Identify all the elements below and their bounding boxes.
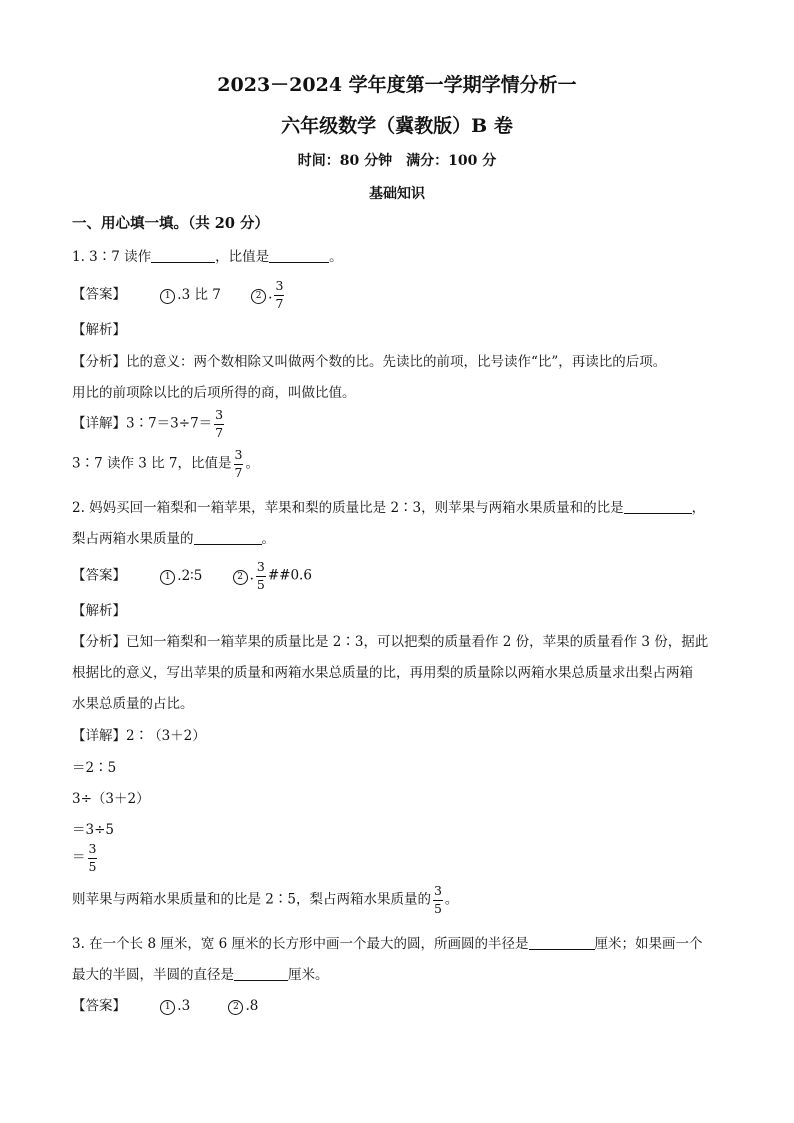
q2-step-4: ＝3÷5 bbox=[72, 822, 114, 838]
q1-stem-text: 1. 3∶7 读作 bbox=[72, 249, 152, 265]
q1-stem-end: 。 bbox=[329, 249, 343, 265]
q2-blank-2 bbox=[194, 530, 262, 545]
q2-conclusion-end: 。 bbox=[444, 891, 459, 908]
denominator: 5 bbox=[88, 858, 97, 874]
exam-title: 2023－2024 学年度第一学期学情分析一 bbox=[217, 74, 577, 96]
q2-stem-line-2 bbox=[72, 527, 275, 547]
section-heading: 基础知识 bbox=[369, 186, 425, 202]
q2-step-2: ＝2∶5 bbox=[72, 760, 117, 776]
detail-tag: 【详解】 bbox=[72, 728, 126, 744]
numerator: 3 bbox=[234, 449, 244, 465]
q1-answer bbox=[72, 280, 286, 310]
q2-analysis-line-3: 水果总质量的占比。 bbox=[72, 696, 194, 712]
denominator: 5 bbox=[433, 900, 442, 916]
q2-answer-1-text: .2∶5 bbox=[177, 567, 203, 584]
numerator: 3 bbox=[88, 843, 98, 859]
q3-answer-1-text: .3 bbox=[177, 998, 191, 1014]
q2-stem-line-1 bbox=[72, 496, 705, 516]
q3-stem-line-2 bbox=[72, 963, 329, 983]
q1-conclusion-end: 。 bbox=[245, 455, 259, 472]
q2-conclusion-text: 则苹果与两箱水果质量和的比是 2∶5，梨占两箱水果质量的 bbox=[72, 891, 431, 908]
q1-jiexi: 【解析】 bbox=[72, 322, 126, 338]
denominator: 7 bbox=[215, 424, 224, 440]
q2-analysis-text-1: 已知一箱梨和一箱苹果的质量比是 2∶3，可以把梨的质量看作 2 份，苹果的质量看作 3 份，据此 bbox=[126, 634, 709, 650]
q2-answer bbox=[72, 561, 312, 591]
q3-answer-2 bbox=[228, 998, 258, 1015]
q2-stem-end: 。 bbox=[261, 531, 275, 547]
answer-tag: 【答案】 bbox=[72, 286, 126, 303]
q2-jiexi: 【解析】 bbox=[72, 603, 126, 619]
fraction bbox=[214, 409, 224, 439]
q3-answer-1 bbox=[160, 998, 190, 1015]
denominator: 7 bbox=[275, 295, 284, 311]
q3-stem-text-3: 最大的半圆，半圆的直径是 bbox=[72, 967, 234, 983]
q2-stem-text-2: 梨占两箱水果质量的 bbox=[72, 531, 194, 547]
q1-stem-text-2: ，比值是 bbox=[215, 249, 270, 265]
q1-conclusion-text: 3∶7 读作 3 比 7，比值是 bbox=[72, 455, 232, 472]
q1-answer-2 bbox=[251, 280, 286, 310]
fraction bbox=[88, 843, 98, 873]
q1-detail bbox=[72, 409, 226, 439]
circled-number-icon: 1 bbox=[160, 570, 175, 585]
numerator: 3 bbox=[256, 561, 266, 577]
q2-detail-text: 2∶（3＋2） bbox=[126, 728, 206, 744]
q1-analysis-line-2: 用比的前项除以比的后项所得的商，叫做比值。 bbox=[72, 385, 356, 401]
circled-number-icon: 2 bbox=[251, 289, 266, 304]
q1-blank-1 bbox=[151, 248, 215, 263]
denominator: 5 bbox=[256, 576, 265, 592]
q1-analysis-line-1 bbox=[72, 350, 666, 370]
circled-number-icon: 2 bbox=[228, 1000, 243, 1015]
fraction bbox=[256, 561, 266, 591]
q1-detail-text: 3∶7＝3÷7＝ bbox=[126, 415, 213, 432]
circled-number-icon: 1 bbox=[160, 289, 175, 304]
exam-subtitle: 六年级数学（冀教版）B 卷 bbox=[281, 115, 513, 137]
q2-blank-1 bbox=[624, 499, 692, 514]
q3-blank-1 bbox=[529, 935, 595, 950]
q1-answer-1 bbox=[160, 283, 221, 304]
analysis-tag: 【分析】 bbox=[72, 354, 126, 370]
q2-answer-2-prefix: . bbox=[249, 567, 254, 584]
q2-conclusion bbox=[72, 885, 458, 915]
q1-conclusion bbox=[72, 449, 259, 479]
numerator: 3 bbox=[433, 885, 443, 901]
q2-detail bbox=[72, 724, 206, 744]
q2-analysis-line-1 bbox=[72, 630, 708, 650]
q3-stem-text: 3. 在一个长 8 厘米，宽 6 厘米的长方形中画一个最大的圆，所画圆的半径是 bbox=[72, 936, 529, 952]
q2-analysis-line-2: 根据比的意义，写出苹果的质量和两箱水果总质量的比，再用梨的质量除以两箱水果总质量求出梨占两箱 bbox=[72, 665, 693, 681]
q2-stem-text: 2. 妈妈买回一箱梨和一箱苹果，苹果和梨的质量比是 2∶3，则苹果与两箱水果质量和的比是 bbox=[72, 500, 624, 516]
numerator: 3 bbox=[214, 409, 224, 425]
q2-stem-comma: ， bbox=[691, 500, 706, 516]
circled-number-icon: 2 bbox=[233, 570, 248, 585]
q3-stem-text-2: 厘米；如果画一个 bbox=[594, 936, 703, 952]
q1-analysis-text-1: 比的意义：两个数相除又叫做两个数的比。先读比的前项，比号读作“比”，再读比的后项。 bbox=[126, 354, 667, 370]
circled-number-icon: 1 bbox=[160, 1000, 175, 1015]
q1-blank-2 bbox=[269, 248, 329, 263]
q2-answer-2-suffix: ##0.6 bbox=[267, 567, 312, 584]
numerator: 3 bbox=[274, 280, 284, 296]
q2-step-5 bbox=[72, 843, 99, 873]
q3-stem-end: 厘米。 bbox=[288, 967, 329, 983]
answer-tag: 【答案】 bbox=[72, 998, 126, 1014]
q1-stem bbox=[72, 245, 343, 265]
q2-step-5-text: ＝ bbox=[72, 849, 86, 866]
q3-answer-2-text: .8 bbox=[245, 998, 259, 1014]
q3-blank-2 bbox=[234, 966, 288, 981]
exam-meta: 时间：80 分钟 满分：100 分 bbox=[297, 153, 497, 169]
q3-answer bbox=[72, 994, 258, 1015]
fraction bbox=[274, 280, 284, 310]
q3-stem-line-1 bbox=[72, 932, 703, 952]
fraction bbox=[433, 885, 443, 915]
q1-answer-1-text: .3 比 7 bbox=[177, 286, 221, 303]
q2-step-3: 3÷（3＋2） bbox=[72, 791, 150, 807]
analysis-tag: 【分析】 bbox=[72, 634, 126, 650]
q1-answer-2-prefix: . bbox=[268, 286, 273, 303]
detail-tag: 【详解】 bbox=[72, 415, 126, 432]
q2-answer-2 bbox=[233, 561, 312, 591]
part1-title: 一、用心填一填。（共 20 分） bbox=[72, 215, 270, 232]
answer-tag: 【答案】 bbox=[72, 567, 126, 584]
q2-answer-1 bbox=[160, 568, 202, 585]
fraction bbox=[234, 449, 244, 479]
denominator: 7 bbox=[234, 464, 243, 480]
